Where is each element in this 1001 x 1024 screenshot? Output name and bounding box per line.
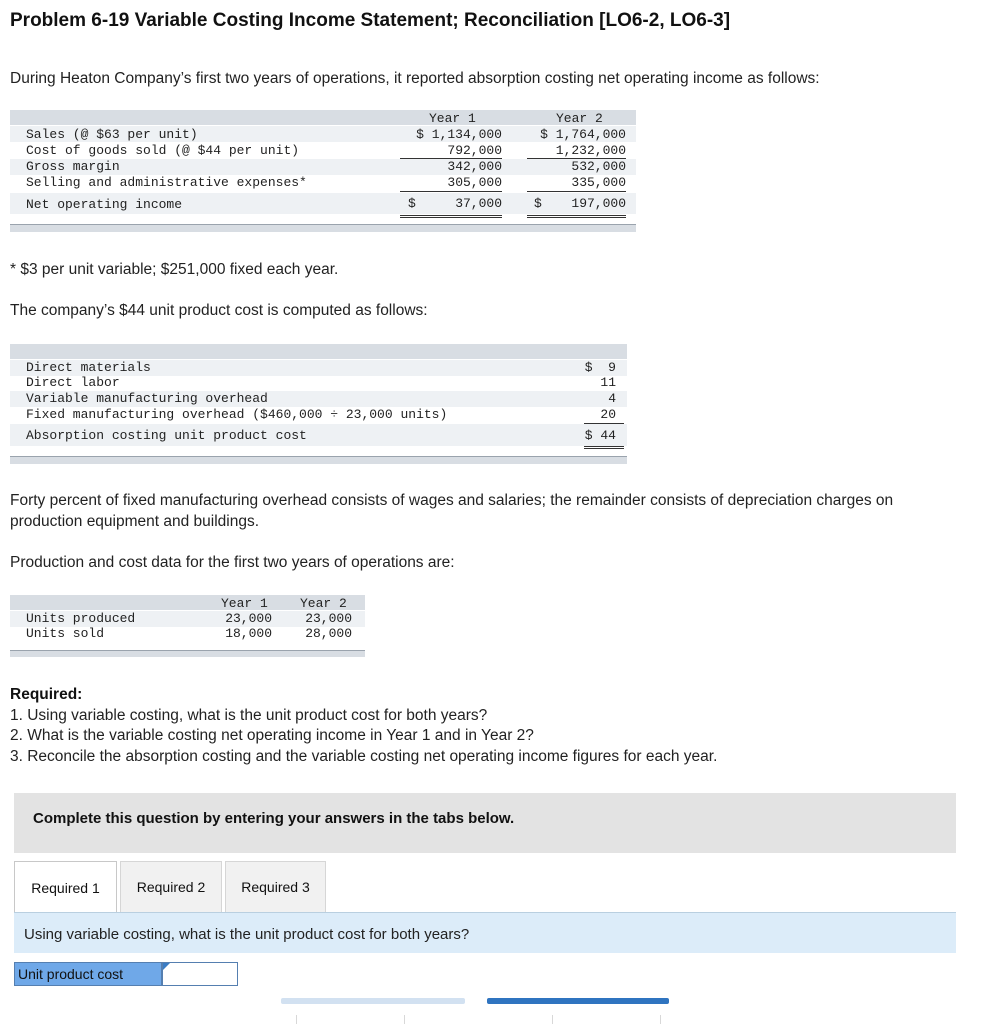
year2-header: Year 2 [556, 111, 603, 126]
instructions-text: Complete this question by entering your answers in the tabs below. [33, 810, 515, 827]
table-row: Direct materials $ 9 [10, 360, 627, 376]
tab-required-2[interactable]: Required 2 [120, 861, 222, 913]
instructions-banner [14, 793, 956, 853]
prev-nav-button[interactable] [281, 998, 465, 1004]
table-row: Gross margin 342,000 532,000 [10, 159, 636, 175]
table-row: Units produced 23,000 23,000 [10, 611, 365, 627]
required-item-3: 3. Reconcile the absorption costing and the variable costing net operating income figures for each year. [10, 748, 718, 765]
next-nav-button[interactable] [487, 998, 669, 1004]
question-panel [14, 913, 956, 953]
table-row: Units sold 18,000 28,000 [26, 626, 352, 641]
tab-required-1[interactable]: Required 1 [14, 861, 117, 913]
page-title: Problem 6-19 Variable Costing Income Statement; Reconciliation [LO6-2, LO6-3] [10, 10, 731, 31]
year2-header: Year 2 [300, 596, 347, 611]
required-heading: Required: [10, 686, 83, 703]
footer-dividers [296, 1015, 676, 1024]
table-row: Cost of goods sold (@ $44 per unit) 792,000 1,232,000 [26, 143, 626, 158]
question-text: Using variable costing, what is the unit product cost for both years? [24, 926, 470, 943]
tab-required-3[interactable]: Required 3 [225, 861, 326, 913]
required-item-2: 2. What is the variable costing net operating income in Year 1 and in Year 2? [10, 727, 534, 744]
year1-header: Year 1 [221, 596, 268, 611]
production-intro: Production and cost data for the first two years of operations are: [10, 554, 455, 571]
unit-cost-intro: The company’s $44 unit product cost is computed as follows: [10, 302, 428, 319]
income-statement-table [10, 110, 636, 234]
table-row: Sales (@ $63 per unit) $ 1,134,000 $ 1,764,000 [10, 126, 636, 142]
unit-product-cost-label: Unit product cost [14, 962, 162, 986]
overhead-text-line1: Forty percent of fixed manufacturing overhead consists of wages and salaries; the remainder consists of depreciation charges on [10, 492, 894, 509]
table-row: Net operating income $ 37,000 $ 197,000 [10, 193, 636, 214]
year1-header: Year 1 [429, 111, 476, 126]
table-row: Variable manufacturing overhead 4 [10, 391, 627, 407]
unit-product-cost-input[interactable] [162, 962, 238, 986]
table-row: Selling and administrative expenses* 305,000 335,000 [26, 175, 626, 190]
production-table [10, 595, 365, 657]
unit-cost-table [10, 344, 627, 464]
table-row: Direct labor 11 [26, 375, 616, 390]
intro-text: During Heaton Company’s first two years of operations, it reported absorption costing net operating income as follows: [10, 70, 820, 87]
footnote: * $3 per unit variable; $251,000 fixed each year. [10, 261, 339, 278]
required-item-1: 1. Using variable costing, what is the unit product cost for both years? [10, 707, 488, 724]
overhead-text-line2: production equipment and buildings. [10, 513, 260, 530]
input-marker-icon [163, 963, 170, 970]
table-row: Fixed manufacturing overhead ($460,000 ÷ 23,000 units) 20 [26, 407, 616, 422]
table-row: Absorption costing unit product cost $ 44 [10, 424, 627, 446]
